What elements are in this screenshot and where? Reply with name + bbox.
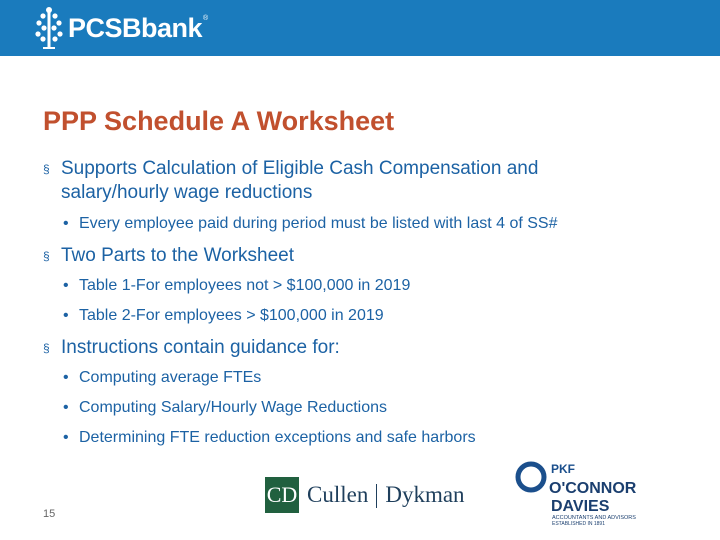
bullet-3-text: Instructions contain guidance for: (61, 337, 340, 358)
sub-bullet-3-1-text: Computing average FTEs (79, 369, 262, 386)
brand-name: PCSBbank (68, 12, 203, 43)
sub-bullet-3-3 (63, 428, 476, 448)
slide-title: PPP Schedule A Worksheet (43, 106, 395, 136)
sub-bullet-2-1-text: Table 1-For employees not > $100,000 in 2019 (79, 277, 411, 294)
sub-bullet-2-1 (63, 276, 410, 296)
pine-tree-icon (34, 6, 64, 50)
sub-bullet-2-2 (63, 306, 384, 326)
sub-bullet-marker: • (63, 215, 69, 232)
pkf-mark: PKF (551, 462, 575, 476)
sub-bullet-3-2 (63, 398, 387, 418)
cullen-dykman-logo (265, 477, 465, 513)
bullet-marker: § (43, 341, 50, 355)
pkf-tagline: ACCOUNTANTS AND ADVISORS (552, 515, 636, 521)
page-number: 15 (43, 508, 56, 520)
bullet-marker: § (43, 249, 50, 263)
bullet-2 (43, 244, 294, 268)
sub-bullet-marker: • (63, 307, 69, 324)
cullen-text: Cullen (307, 481, 369, 507)
sub-bullet-3-2-text: Computing Salary/Hourly Wage Reductions (79, 399, 387, 416)
sub-bullet-marker: • (63, 429, 69, 446)
sub-bullet-2-2-text: Table 2-For employees > $100,000 in 2019 (79, 307, 384, 324)
sub-bullet-marker: • (63, 277, 69, 294)
bullet-2-text: Two Parts to the Worksheet (61, 245, 295, 266)
header-bar (0, 0, 720, 56)
bullet-marker: § (43, 162, 50, 176)
sub-bullet-3-3-text: Determining FTE reduction exceptions and safe harbors (79, 429, 476, 446)
sub-bullet-marker: • (63, 399, 69, 416)
bullet-1 (43, 157, 643, 205)
dykman-text: Dykman (385, 481, 465, 507)
pcsb-logo (34, 6, 208, 50)
sub-bullet-3-1 (63, 368, 261, 388)
sub-bullet-1-1-text: Every employee paid during period must be listed with last 4 of SS# (79, 215, 558, 232)
bullet-3 (43, 336, 340, 360)
pkf-name-line2: DAVIES (551, 498, 610, 515)
logo-divider (376, 484, 377, 508)
registered-mark: ® (203, 14, 209, 22)
pkf-established: ESTABLISHED IN 1891 (552, 521, 605, 527)
bullet-1-text: Supports Calculation of Eligible Cash Compensation and salary/hourly wage reductions (61, 158, 539, 203)
sub-bullet-marker: • (63, 369, 69, 386)
pkf-name-line1: O'CONNOR (549, 480, 637, 497)
cd-monogram-icon: CD (265, 477, 299, 513)
pkf-ring-icon (515, 460, 551, 496)
pkf-oconnor-davies-logo (515, 460, 655, 526)
sub-bullet-1-1 (63, 214, 557, 234)
